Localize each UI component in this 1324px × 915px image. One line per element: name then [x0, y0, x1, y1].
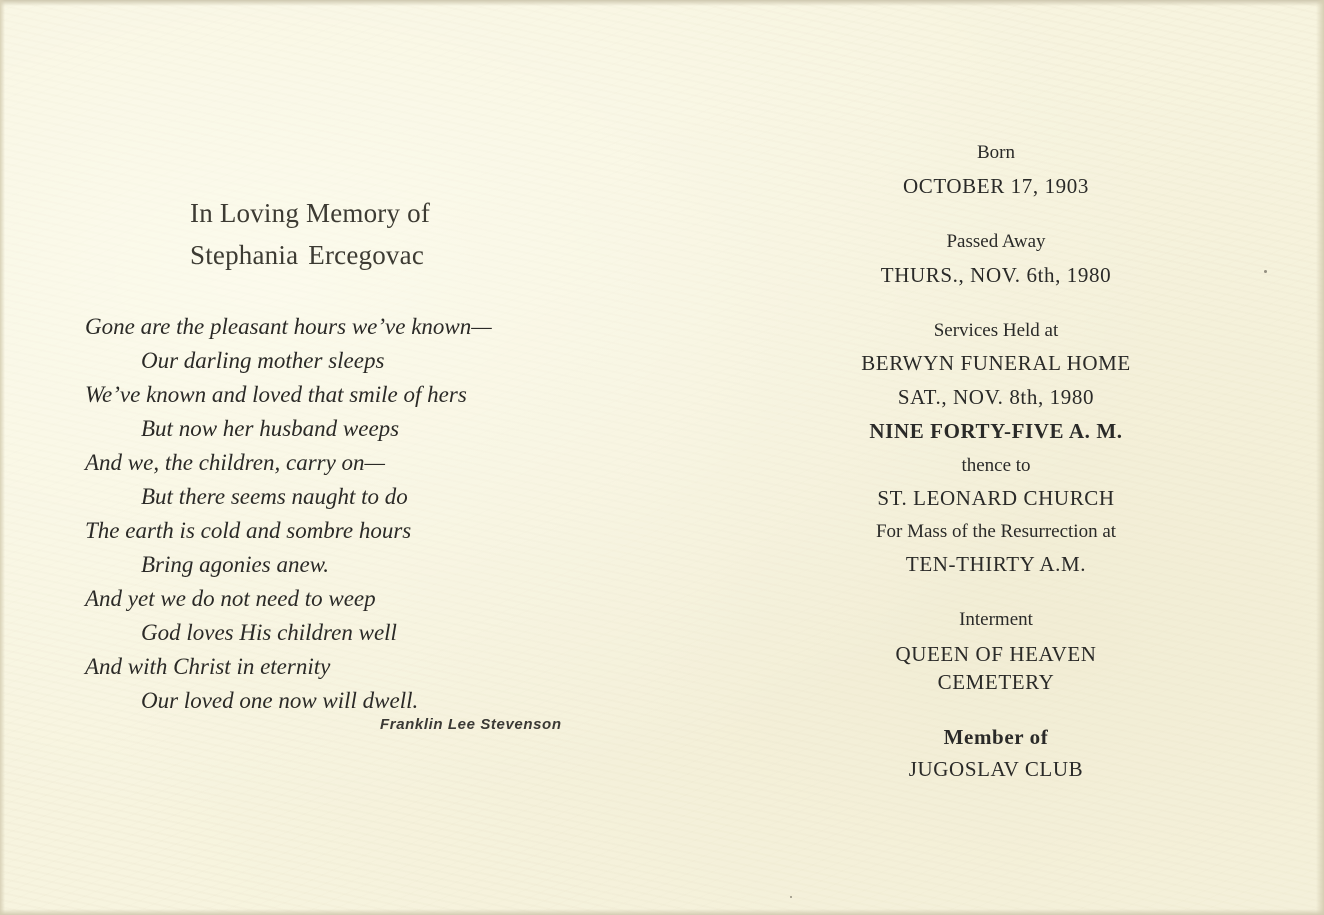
heading-first-name: Stephania: [190, 240, 299, 270]
services-date: SAT., NOV. 8th, 1980: [897, 385, 1095, 409]
mass-time: TEN-THIRTY A.M.: [905, 552, 1087, 576]
club-name: JUGOSLAV CLUB: [908, 757, 1084, 781]
services-place: BERWYN FUNERAL HOME: [861, 351, 1131, 375]
passed-date: THURS., NOV. 6th, 1980: [880, 263, 1112, 287]
cemetery-line-1: QUEEN OF HEAVEN: [895, 642, 1097, 666]
poem-author: Franklin Lee Stevenson: [380, 716, 562, 733]
born-label: Born: [977, 142, 1015, 163]
paper-speck: [1264, 270, 1267, 273]
services-label: Services Held at: [933, 320, 1059, 341]
card-bottom-edge: [0, 909, 1324, 915]
card-left-edge: [0, 0, 5, 915]
poem-line: The earth is cold and sombre hours: [85, 518, 412, 543]
cemetery-line-2: CEMETERY: [937, 670, 1055, 694]
heading-name: [190, 234, 530, 276]
card-right-edge: [1316, 0, 1324, 915]
services-time: NINE FORTY-FIVE A. M.: [869, 419, 1123, 443]
interment-label: Interment: [959, 609, 1033, 630]
church-name: ST. LEONARD CHURCH: [877, 486, 1115, 510]
heading-last-name: Ercegovac: [308, 240, 425, 270]
paper-speck: [790, 896, 792, 898]
thence-label: thence to: [961, 455, 1031, 476]
member-label: Member of: [943, 725, 1049, 749]
poem-line: And yet we do not need to weep: [85, 586, 376, 611]
heading-dedication: In Loving Memory of: [190, 198, 431, 228]
memorial-heading: [190, 192, 530, 276]
card-top-edge: [0, 0, 1324, 6]
poem-line: And we, the children, carry on—: [85, 450, 386, 475]
poem-line: Bring agonies anew.: [141, 552, 330, 577]
born-date: OCTOBER 17, 1903: [903, 174, 1089, 198]
poem-line: Gone are the pleasant hours we’ve known—: [85, 314, 492, 339]
poem-line: God loves His children well: [141, 620, 397, 645]
passed-label: Passed Away: [946, 231, 1046, 252]
poem: [85, 310, 605, 718]
poem-line: But now her husband weeps: [141, 416, 400, 441]
poem-line: Our darling mother sleeps: [141, 348, 385, 373]
poem-line: Our loved one now will dwell.: [141, 688, 419, 713]
poem-line: We’ve known and loved that smile of hers: [85, 382, 467, 407]
poem-line: But there seems naught to do: [141, 484, 408, 509]
poem-line: And with Christ in eternity: [85, 654, 331, 679]
mass-label: For Mass of the Resurrection at: [875, 521, 1117, 542]
